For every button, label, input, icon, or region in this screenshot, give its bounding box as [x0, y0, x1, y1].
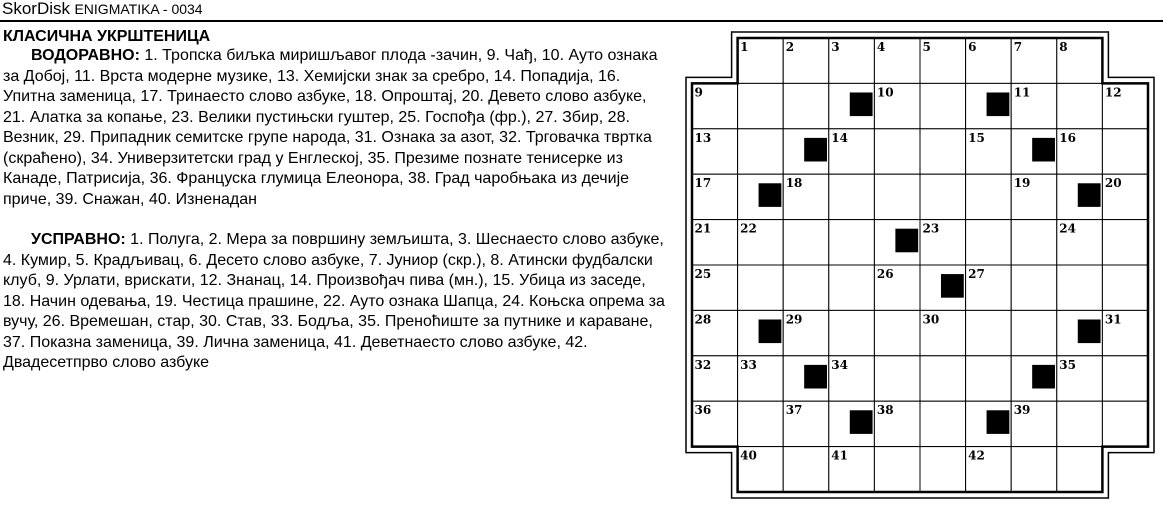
cell-number: 18	[785, 176, 803, 191]
black-square	[850, 92, 873, 116]
cell-number: 34	[831, 357, 849, 372]
cell-number: 5	[922, 40, 931, 54]
grid-cell	[1102, 220, 1148, 265]
cell-number: 30	[922, 312, 940, 327]
black-square	[895, 229, 918, 253]
grid-cell	[966, 220, 1012, 265]
cell-number: 15	[968, 130, 985, 145]
grid-cell	[1102, 129, 1148, 174]
cell-number: 3	[831, 40, 840, 54]
grid-cell	[920, 447, 966, 492]
cell-number: 42	[968, 448, 985, 463]
cell-number: 37	[785, 403, 803, 418]
grid-cell	[1102, 356, 1148, 401]
grid-cell	[874, 310, 920, 355]
black-square	[941, 274, 964, 298]
cell-number: 2	[785, 40, 795, 54]
cell-number: 25	[694, 267, 712, 281]
header-subtitle: ENIGMATIKA - 0034	[74, 1, 203, 17]
grid-cell	[1011, 447, 1057, 492]
grid-cell	[1011, 265, 1057, 310]
cell-number: 16	[1059, 130, 1077, 145]
grid-cell	[1102, 265, 1148, 310]
cell-number: 10	[876, 85, 894, 100]
grid-cell	[738, 83, 784, 128]
cell-number: 29	[785, 312, 803, 327]
grid-cell	[1011, 310, 1057, 355]
cell-number: 14	[831, 130, 849, 145]
cell-number: 24	[1059, 221, 1077, 236]
grid-cell	[783, 447, 829, 492]
cell-number: 27	[968, 267, 985, 281]
grid-cell	[1057, 447, 1103, 492]
cell-number: 4	[876, 40, 886, 54]
cell-number: 22	[740, 221, 757, 236]
black-square	[987, 410, 1010, 434]
black-square	[804, 138, 827, 162]
grid-cell	[1057, 83, 1103, 128]
across-clue-text: 1. Тропска биљка миришљавог плода -зачин, 9. Чађ, 10. Ауто ознака за Добој, 11. Врста модерне музике, 13. Хемијски знак за сребро, 14. Попадија, 16. Упитна заменица, 17. Тринаесто слово азбуке, 18. Опроштај, 20. Девето слово азбуке, 21. Алатка за копање, 23. Велики пустињски гуштер, 25. Госпођа (фр.), 27. Збир, 28. Везник, 29. Припадник семитске групе народа, 31. Ознака за азот, 32. Трговачка твртка (скраћено), 34. Универзитетски град у Енглеској, 35. Презиме познате тенисерке из Канаде, Патрисија, 36. Француска глумица Елеонора, 38. Град чаробњака из дечије приче, 39. Снажан, 40. Изненадан	[3, 47, 658, 208]
black-square	[1078, 319, 1101, 343]
cell-number: 36	[694, 403, 712, 418]
grid-cell	[1102, 401, 1148, 446]
grid-cell	[966, 356, 1012, 401]
grid-cell	[1011, 220, 1057, 265]
down-label: УСПРАВНО:	[31, 231, 126, 248]
cell-number: 32	[694, 357, 712, 372]
grid-cell	[874, 447, 920, 492]
grid-cell	[829, 220, 875, 265]
cell-number: 6	[968, 40, 977, 54]
black-square	[759, 183, 782, 207]
grid-cell	[874, 356, 920, 401]
black-square	[987, 92, 1010, 116]
grid-cell	[829, 310, 875, 355]
black-square	[850, 410, 873, 434]
grid-cell	[874, 129, 920, 174]
down-clue-text: 1. Полуга, 2. Мера за површину земљишта, 3. Шеснаесто слово азбуке, 4. Кумир, 5. Крадљивац, 6. Десето слово азбуке, 7. Јуниор (скр.), 8. Атински фудбалски клуб, 9. Урлати, врискати, 12. Знанац, 14. Произвођач пива (мн.), 15. Убица из заседе, 18. Начин одевања, 19. Честица прашине, 22. Ауто ознака Шапца, 24. Коњска опрема за вучу, 26. Времешан, стар, 30. Став, 33. Бодља, 35. Преноћиште за путнике и караване, 37. Показна заменица, 39. Лична заменица, 41. Деветнаесто слово азбуке, 42. Двадесетпрво слово азбуке	[3, 231, 665, 371]
cell-number: 41	[831, 448, 849, 463]
cell-number: 9	[694, 85, 703, 100]
grid-cell	[920, 83, 966, 128]
grid-cell	[783, 265, 829, 310]
black-square	[1032, 138, 1055, 162]
grid-cell	[920, 129, 966, 174]
grid-cell	[920, 356, 966, 401]
cell-number: 28	[694, 312, 712, 327]
grid-cell	[829, 265, 875, 310]
cell-number: 21	[694, 221, 712, 236]
across-label: ВОДОРАВНО:	[31, 47, 140, 64]
black-square	[1078, 183, 1101, 207]
black-square	[759, 319, 782, 343]
black-square	[1032, 365, 1055, 389]
grid-cell	[783, 83, 829, 128]
grid-cell	[829, 174, 875, 219]
grid-cell	[874, 174, 920, 219]
cell-number: 40	[740, 448, 757, 463]
grid-cell	[920, 174, 966, 219]
grid-cell	[966, 174, 1012, 219]
cell-number: 23	[922, 221, 940, 236]
cell-number: 39	[1013, 403, 1031, 418]
cell-number: 20	[1104, 176, 1122, 191]
grid-cell	[783, 220, 829, 265]
cell-number: 12	[1104, 85, 1122, 100]
cell-number: 31	[1104, 312, 1122, 327]
cell-number: 8	[1059, 40, 1068, 54]
grid-cell	[966, 310, 1012, 355]
cell-number: 38	[876, 403, 894, 418]
grid-cell	[1057, 401, 1103, 446]
grid-cell	[1057, 265, 1103, 310]
grid-cell	[738, 401, 784, 446]
cell-number: 33	[740, 357, 757, 372]
puzzle-title: КЛАСИЧНА УКРШТЕНИЦА	[3, 28, 211, 45]
cell-number: 17	[694, 176, 712, 191]
black-square	[804, 365, 827, 389]
cell-number: 35	[1059, 357, 1077, 372]
cell-number: 11	[1013, 85, 1031, 100]
cell-number: 19	[1013, 176, 1031, 191]
cell-number: 26	[876, 267, 894, 281]
cell-number: 13	[694, 130, 712, 145]
grid-cell	[738, 129, 784, 174]
grid-cell	[738, 265, 784, 310]
cell-number: 1	[740, 40, 749, 54]
grid-cell	[920, 401, 966, 446]
brand-name: SkorDisk	[2, 0, 71, 18]
cell-number: 7	[1013, 40, 1023, 54]
